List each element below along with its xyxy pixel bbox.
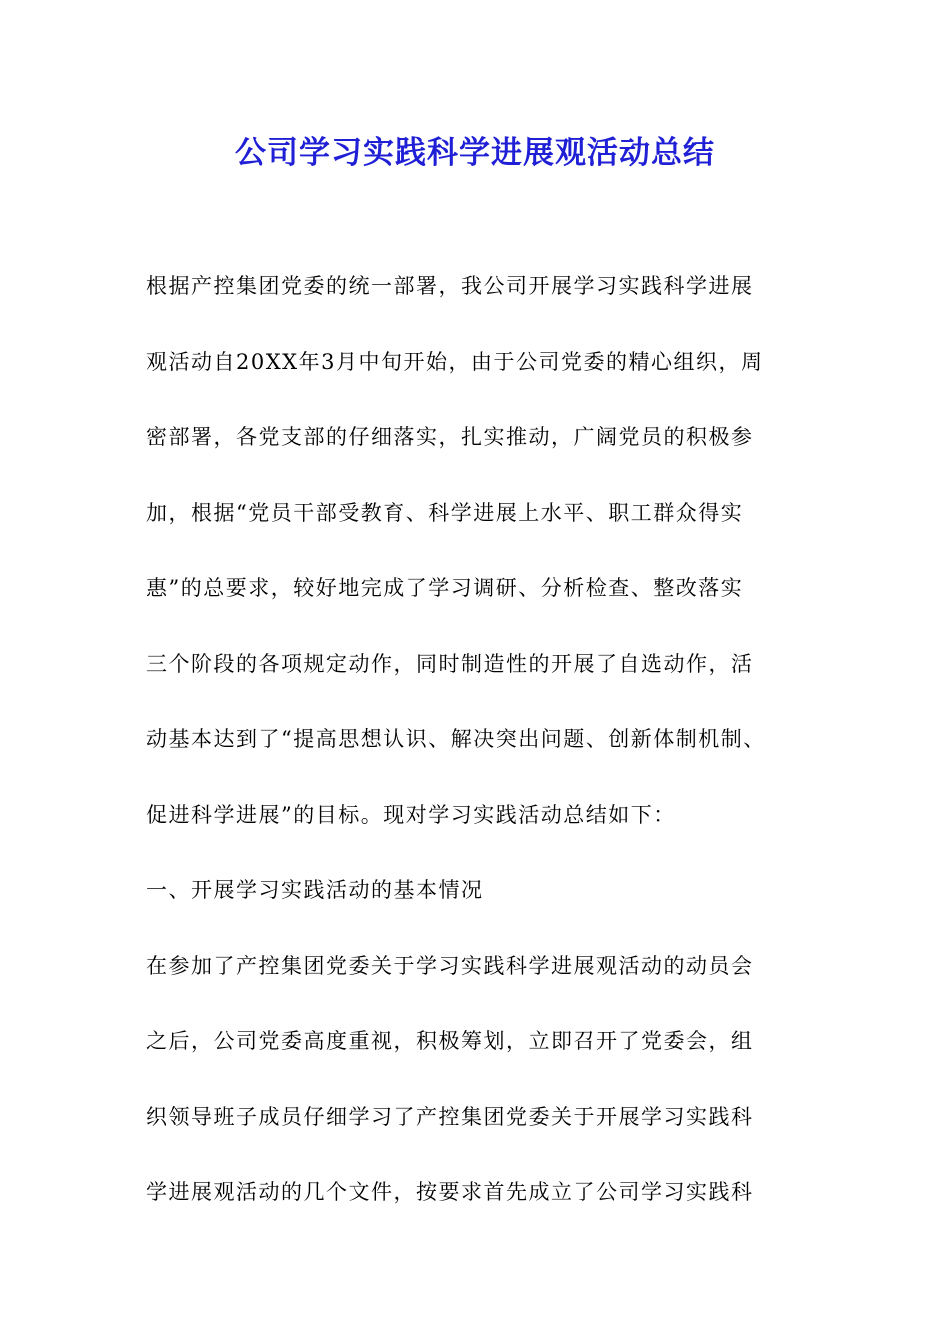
body-line: 动基本达到了“提高思想认识、解决突出问题、创新体制机制、 [146, 727, 766, 751]
body-line: 加，根据“党员干部受教育、科学进展上水平、职工群众得实 [146, 500, 744, 525]
body-line: 之后，公司党委高度重视，积极筹划，立即召开了党委会，组 [146, 1029, 754, 1053]
section-heading: 一、开展学习实践活动的基本情况 [146, 878, 484, 902]
body-line: 学进展观活动的几个文件，按要求首先成立了公司学习实践科 [146, 1180, 754, 1204]
body-line: 密部署，各党支部的仔细落实，扎实推动，广阔党员的积极参 [146, 425, 754, 449]
document-title: 公司学习实践科学进展观活动总结 [235, 135, 715, 171]
body-line: 促进科学进展”的目标。现对学习实践活动总结如下： [146, 802, 676, 827]
body-line: 根据产控集团党委的统一部署，我公司开展学习实践科学进展 [146, 274, 754, 298]
body-line: 在参加了产控集团党委关于学习实践科学进展观活动的动员会 [146, 953, 754, 978]
body-line: 织领导班子成员仔细学习了产控集团党委关于开展学习实践科 [146, 1104, 754, 1129]
body-line: 惠”的总要求，较好地完成了学习调研、分析检查、整改落实 [146, 576, 744, 600]
document-body [146, 264, 846, 1246]
body-line: 三个阶段的各项规定动作，同时制造性的开展了自选动作，活 [146, 651, 754, 676]
body-line: 观活动自20XX年3月中旬开始，由于公司党委的精心组织，周 [146, 349, 764, 374]
